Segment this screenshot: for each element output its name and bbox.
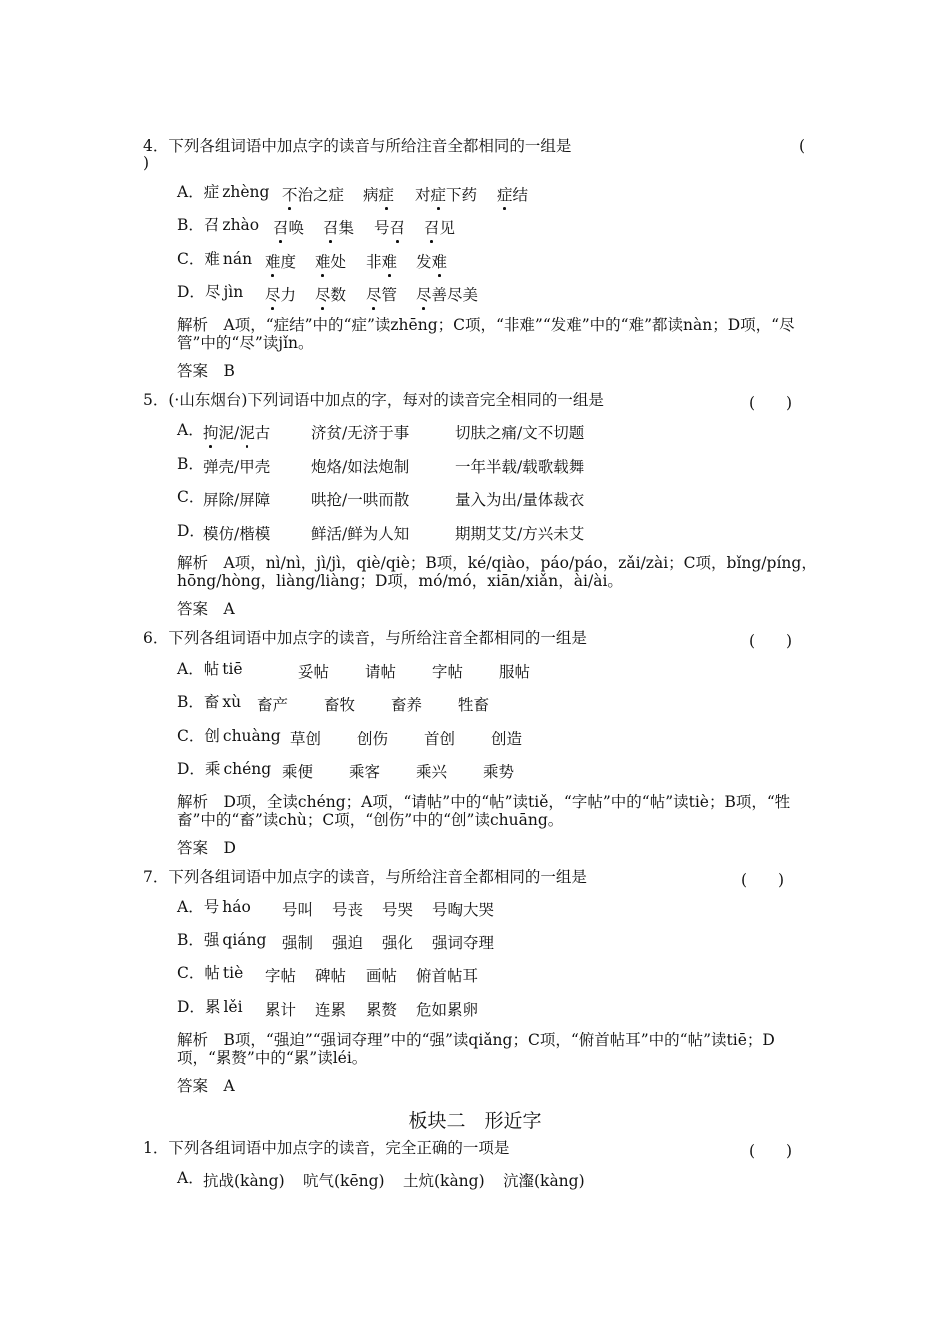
q6d-word-4: 乘势 xyxy=(483,763,515,781)
section-question-1-stem xyxy=(143,1139,509,1157)
option-key: 号 xyxy=(203,898,220,916)
word-rest: 病 xyxy=(363,186,379,204)
question-number: 5． xyxy=(143,391,169,409)
q7c-word-3: 画帖 xyxy=(366,967,398,985)
q4-option-a xyxy=(177,183,269,201)
q5d-pair-1: 模仿/楷模 xyxy=(203,525,271,543)
word-rest: 处 xyxy=(330,253,347,271)
q5-analysis: 解析 A项，nì/nì，jì/jì，qiè/qiè；B项，ké/qiào，páo/páo，zǎi/zài；C项，bǐng/píng，hōng/hòng，liàng/liàng；D项，mó/mó，xiān/xiǎn，ài/ài。 xyxy=(177,554,817,590)
q4a-word-3 xyxy=(415,183,477,205)
dotted-char: 症 xyxy=(379,183,395,205)
section-title: 板块二 形近字 xyxy=(408,1110,542,1132)
q4a-word-4 xyxy=(497,183,528,205)
q5d-pair-3: 期期艾艾/方兴未艾 xyxy=(455,525,585,543)
q7b-word-1: 强制 xyxy=(282,934,314,952)
dotted-char: 召 xyxy=(273,216,289,238)
word-rest: 集 xyxy=(338,219,355,237)
q6-option-d xyxy=(177,760,271,778)
question-text: 下列各组词语中加点字的读音，与所给注音全都相同的一组是 xyxy=(168,629,587,647)
q5c-pair-3: 量入为出/量体裁衣 xyxy=(455,491,585,509)
option-label: B． xyxy=(177,455,204,473)
q7c-word-2: 碑帖 xyxy=(315,967,347,985)
q6d-word-2: 乘客 xyxy=(349,763,381,781)
q5b-pair-3: 一年半载/载歌载舞 xyxy=(455,458,585,476)
option-pinyin: zhèng xyxy=(222,183,270,201)
q7b-word-2: 强迫 xyxy=(332,934,364,952)
question-number: 6． xyxy=(143,629,169,647)
option-pinyin: qiáng xyxy=(222,931,267,949)
q4b-word-4 xyxy=(424,216,455,238)
q6d-word-3: 乘兴 xyxy=(416,763,448,781)
q6c-word-1: 草创 xyxy=(290,730,322,748)
option-key: 难 xyxy=(204,250,220,268)
option-pinyin: tiē xyxy=(222,660,243,678)
q7b-word-3: 强化 xyxy=(382,934,414,952)
q7-option-a xyxy=(177,898,251,916)
option-key: 乘 xyxy=(204,760,221,778)
word-rest: 古 xyxy=(254,424,271,442)
answer-paren: ( ) xyxy=(741,871,785,889)
option-label: C． xyxy=(177,964,205,982)
q4d-word-3 xyxy=(366,283,397,305)
q6-option-a xyxy=(177,660,243,678)
word-rest: 对 xyxy=(415,186,431,204)
q6-analysis: 解析 D项，全读chéng；A项，“请帖”中的“帖”读tiě，“字帖”中的“帖”读tiè；B项，“牲畜”中的“畜”读chù；C项，“创伤”中的“创”读chuāng。 xyxy=(177,793,791,829)
option-key: 强 xyxy=(203,931,220,949)
option-key: 尽 xyxy=(204,283,221,301)
option-key: 累 xyxy=(204,998,221,1016)
option-pinyin: chuàng xyxy=(222,727,281,745)
q7d-word-3: 累赘 xyxy=(366,1001,398,1019)
dotted-char: 症 xyxy=(431,183,447,205)
word-rest: 非 xyxy=(366,253,382,271)
q4b-word-3 xyxy=(374,216,405,238)
q5-answer: 答案 A xyxy=(177,600,235,618)
option-label: A． xyxy=(177,660,204,678)
q7-answer: 答案 A xyxy=(177,1077,235,1095)
q4c-word-3 xyxy=(366,250,397,272)
option-pinyin: chéng xyxy=(223,760,272,778)
q4c-word-2 xyxy=(315,250,346,272)
option-key: 帖 xyxy=(203,660,220,678)
option-label: C． xyxy=(177,727,205,745)
dotted-char: 召 xyxy=(390,216,406,238)
q7c-word-4: 俯首帖耳 xyxy=(416,967,479,985)
option-label: C． xyxy=(177,488,205,506)
q6c-word-3: 首创 xyxy=(424,730,456,748)
option-key: 症 xyxy=(203,183,220,201)
word-rest: 见 xyxy=(439,219,456,237)
dotted-char: 症 xyxy=(497,183,513,205)
answer-paren-close: ) xyxy=(143,154,150,172)
q7c-word-1: 字帖 xyxy=(265,967,297,985)
q4-option-c xyxy=(177,250,252,268)
option-key: 创 xyxy=(204,727,220,745)
q5c-pair-1: 屏除/屏障 xyxy=(203,491,271,509)
question-text: 下列各组词语中加点字的读音，完全正确的一项是 xyxy=(168,1139,510,1157)
dotted-char: 难 xyxy=(315,250,331,272)
q7-analysis: 解析 B项，“强迫”“强词夺理”中的“强”读qiǎng；C项，“俯首帖耳”中的“帖”读tiē；D项，“累赘”中的“累”读léi。 xyxy=(177,1031,775,1067)
question-text: 下列各组词语中加点字的读音与所给注音全都相同的一组是 xyxy=(168,137,572,155)
option-pinyin: nán xyxy=(222,250,253,268)
q6d-word-1: 乘便 xyxy=(282,763,314,781)
option-pinyin: zhào xyxy=(222,216,260,234)
word-rest: 力 xyxy=(280,286,297,304)
q5-option-d xyxy=(177,522,205,540)
option-label: B． xyxy=(177,216,204,234)
q4a-word-1 xyxy=(282,183,344,205)
section-q1a-word-4: 沆瀣(kàng) xyxy=(503,1172,585,1190)
option-key: 畜 xyxy=(203,693,220,711)
q6b-word-2: 畜牧 xyxy=(324,696,356,714)
q4d-word-2 xyxy=(315,283,346,305)
option-label: A． xyxy=(177,183,204,201)
dotted-char: 拘 xyxy=(203,421,219,443)
option-label: C． xyxy=(177,250,205,268)
word-rest: 号 xyxy=(374,219,390,237)
word-rest: 度 xyxy=(280,253,297,271)
question-number: 1． xyxy=(143,1139,169,1157)
q7d-word-4: 危如累卵 xyxy=(416,1001,479,1019)
option-label: D． xyxy=(177,998,205,1016)
option-label: A． xyxy=(177,1169,204,1187)
q4-answer: 答案 B xyxy=(177,362,235,380)
q4b-word-2 xyxy=(323,216,354,238)
q5a-pair-3: 切肤之痛/文不切题 xyxy=(455,424,585,442)
question-7-stem xyxy=(143,868,587,886)
q7b-word-4: 强词夺理 xyxy=(432,934,495,952)
section-q1a-word-1: 抗战(kàng) xyxy=(203,1172,285,1190)
dotted-char: 难 xyxy=(382,250,398,272)
q4d-word-4 xyxy=(416,283,478,305)
q6-option-b xyxy=(177,693,241,711)
section-q1a-word-2: 吭气(kēng) xyxy=(303,1172,385,1190)
q6c-word-2: 创伤 xyxy=(357,730,389,748)
q4-option-d xyxy=(177,283,243,301)
question-text: (·山东烟台)下列词语中加点的字，每对的读音完全相同的一组是 xyxy=(168,391,604,409)
q7a-word-1: 号叫 xyxy=(282,901,314,919)
q5-option-c xyxy=(177,488,204,506)
q6b-word-1: 畜产 xyxy=(257,696,289,714)
section-q1-option-a xyxy=(177,1169,204,1187)
word-rest: 管 xyxy=(381,286,398,304)
q5b-pair-1: 弹壳/甲壳 xyxy=(203,458,271,476)
q4a-word-2 xyxy=(363,183,394,205)
option-pinyin: háo xyxy=(222,898,251,916)
q4-option-b xyxy=(177,216,259,234)
question-4-stem xyxy=(143,137,571,155)
option-label: D． xyxy=(177,522,205,540)
dotted-char: 不 xyxy=(282,183,298,205)
word-rest: 结 xyxy=(512,186,529,204)
question-number: 4． xyxy=(143,137,169,155)
option-label: B． xyxy=(177,931,204,949)
q4-analysis: 解析 A项，“症结”中的“症”读zhēng；C项，“非难”“发难”中的“难”都读nàn；D项，“尽管”中的“尽”读jǐn。 xyxy=(177,316,795,352)
option-label: D． xyxy=(177,283,205,301)
question-6-stem xyxy=(143,629,587,647)
dotted-char: 召 xyxy=(323,216,339,238)
word-rest: 唤 xyxy=(288,219,305,237)
q5-option-a xyxy=(177,421,204,439)
q6a-word-3: 字帖 xyxy=(432,663,464,681)
q6a-word-4: 服帖 xyxy=(499,663,531,681)
answer-paren-open: ( xyxy=(799,137,806,155)
question-text: 下列各组词语中加点字的读音，与所给注音全都相同的一组是 xyxy=(168,868,587,886)
option-key: 召 xyxy=(203,216,220,234)
option-label: A． xyxy=(177,421,204,439)
option-pinyin: tiè xyxy=(222,964,244,982)
q5c-pair-2: 哄抢/一哄而散 xyxy=(311,491,410,509)
q6a-word-2: 请帖 xyxy=(365,663,397,681)
answer-paren: ( ) xyxy=(749,632,793,650)
dotted-char: 尽 xyxy=(366,283,382,305)
answer-paren: ( ) xyxy=(749,394,793,412)
q7a-word-4: 号啕大哭 xyxy=(432,901,495,919)
q5-option-b xyxy=(177,455,204,473)
q4c-word-4 xyxy=(416,250,447,272)
q6-option-c xyxy=(177,727,281,745)
dotted-char: 难 xyxy=(265,250,281,272)
q6b-word-3: 畜养 xyxy=(391,696,423,714)
section-q1a-word-3: 土炕(kàng) xyxy=(403,1172,485,1190)
word-rest: 发 xyxy=(416,253,432,271)
option-pinyin: xù xyxy=(222,693,242,711)
dotted-char: 难 xyxy=(432,250,448,272)
q5a-pair-2: 济贫/无济于事 xyxy=(311,424,410,442)
q7a-word-3: 号哭 xyxy=(382,901,414,919)
dotted-char: 召 xyxy=(424,216,440,238)
q7d-word-2: 连累 xyxy=(315,1001,347,1019)
q5a-pair-1 xyxy=(203,421,270,443)
option-label: B． xyxy=(177,693,204,711)
word-rest: 下药 xyxy=(446,186,478,204)
q5d-pair-2: 鲜活/鲜为人知 xyxy=(311,525,410,543)
dotted-char: 尽 xyxy=(416,283,432,305)
dotted-char: 尽 xyxy=(315,283,331,305)
word-rest: 数 xyxy=(330,286,347,304)
q6-answer: 答案 D xyxy=(177,839,236,857)
q7-option-b xyxy=(177,931,266,949)
question-number: 7． xyxy=(143,868,169,886)
q7a-word-2: 号丧 xyxy=(332,901,364,919)
q6a-word-1: 妥帖 xyxy=(298,663,330,681)
q7-option-c xyxy=(177,964,243,982)
word-rest: 泥/ xyxy=(218,424,240,442)
q4b-word-1 xyxy=(273,216,304,238)
question-5-stem xyxy=(143,391,604,409)
word-rest: 善尽美 xyxy=(431,286,479,304)
q7d-word-1: 累计 xyxy=(265,1001,297,1019)
option-label: D． xyxy=(177,760,205,778)
q4c-word-1 xyxy=(265,250,296,272)
option-label: A． xyxy=(177,898,204,916)
option-key: 帖 xyxy=(204,964,220,982)
option-pinyin: jìn xyxy=(223,283,244,301)
q6b-word-4: 牲畜 xyxy=(458,696,490,714)
option-pinyin: lěi xyxy=(223,998,243,1016)
q4d-word-1 xyxy=(265,283,296,305)
q5b-pair-2: 炮烙/如法炮制 xyxy=(311,458,410,476)
q7-option-d xyxy=(177,998,243,1016)
answer-paren: ( ) xyxy=(749,1142,793,1160)
dotted-char: 尽 xyxy=(265,283,281,305)
word-rest: 治之症 xyxy=(297,186,345,204)
dotted-char: 泥 xyxy=(239,421,255,443)
q6c-word-4: 创造 xyxy=(491,730,523,748)
